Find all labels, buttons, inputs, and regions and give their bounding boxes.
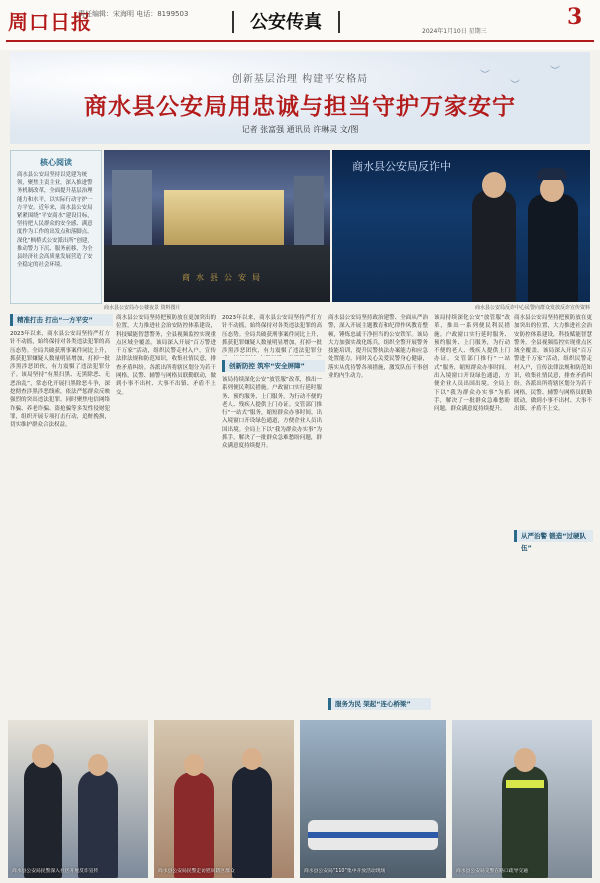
newspaper-logo: 周口日报 <box>8 10 92 34</box>
officer-figure <box>528 194 578 302</box>
bottom-photo <box>8 720 148 878</box>
tower-right <box>294 176 324 246</box>
person-figure <box>232 766 272 878</box>
masthead-info <box>78 10 188 19</box>
core-reading-title: 核心阅读 <box>40 158 72 167</box>
section-heading: 精准打击 打出“一方平安” <box>10 314 113 326</box>
bird-icon: ︶ <box>550 66 560 77</box>
building-sign: 商水县公安局 <box>182 273 266 282</box>
police-car-stripe <box>308 832 438 838</box>
reflective-vest <box>506 780 544 788</box>
bird-icon: ︶ <box>480 70 490 81</box>
section-title: 公安传真 <box>250 8 322 34</box>
article-column: 2023年以来，商水县公安局坚持严打方针不动摇，始终保持对各类违法犯罪的高压态势。全局共破获刑事案件同比上升，抓获犯罪嫌疑人数量明显增加，打掉一批涉黑涉恶团伙，有力震慑了违法犯罪分 <box>222 315 322 355</box>
bottom-photo <box>452 720 592 878</box>
tower-left <box>112 170 152 248</box>
person-head <box>242 748 262 770</box>
bottom-photo-strip <box>8 720 592 882</box>
officer-figure <box>472 190 516 302</box>
police-cap <box>537 168 567 180</box>
article-column: 该局持续深化公安“放管服”改革，推出一系列便民利民措施。户政窗口实行延时服务、预约服务、上门服务，为行动不便的老人、残疾人提供上门办证。交管部门推行“一站式”服务，缩短群众办事时间。出入境窗口开设绿色通道，方便企业人员出国出境。全局上下以“我为群众办实事”为抓手，解决了一批群众急难愁盼问题，群众满意度持续提升。 <box>434 315 510 413</box>
screen-sign: 商水县公安局反诈中 <box>352 160 451 173</box>
issue-date: 2024年1月10日 星期三 <box>422 28 487 35</box>
article-column: 该局持续深化公安“放管服”改革，推出一系列便民利民措施。户政窗口实行延时服务、预约服务、上门服务，为行动不便的老人、残疾人提供上门办证。交管部门推行“一站式”服务，缩短群众办事时间。出入境窗口开设绿色通道，方便企业人员出国出境。全局上下以“我为群众办实事”为抓手，解决了一批群众急难愁盼问题，群众满意度持续提升。 <box>222 377 322 450</box>
section-heading: 服务为民 架起“连心桥梁” <box>328 698 431 710</box>
police-building-photo <box>104 150 330 302</box>
bird-icon: ︶ <box>510 80 520 91</box>
bottom-photo <box>300 720 446 878</box>
bottom-photo-caption: 商水县公安局“110”集中开放活动现场 <box>304 869 386 874</box>
article-column: 2023年以来，商水县公安局坚持严打方针不动摇，始终保持对各类违法犯罪的高压态势。全局共破获刑事案件同比上升，抓获犯罪嫌疑人数量明显增加，打掉一批涉黑涉恶团伙，有力震慑了违法犯罪分子。该局坚持“有黑扫黑、无黑除恶、无恶治乱”，常态化开展扫黑除恶斗争，深挖彻查涉黑涉恶线索，依法严惩群众反映强烈的突出违法犯罪。同时聚焦电信网络诈骗、养老诈骗、盗抢骗等多发性侵财犯罪，组织开展专项打击行动，追赃挽损，切实维护群众合法权益。 <box>10 331 110 429</box>
article-column: 商水县公安局坚持政治建警、全面从严治警，深入开展主题教育和纪律作风教育整顿，锤炼忠诚干净担当的公安铁军。该局大力加强实战化练兵，组织全警开展警务技能培训，提升民警执法办案能力和应急处置能力。同时关心关爱民警身心健康，落实从优待警各项措施，激发队伍干事创业的内生动力。 <box>328 315 428 380</box>
person-figure <box>174 772 214 878</box>
kicker: 创新基层治理 构建平安格局 <box>231 74 369 85</box>
person-head <box>32 744 54 768</box>
article-column: 商水县公安局坚持把预防放在更加突出的位置，大力推进社会治安防控体系建设，科技赋能智慧警务，全县视频监控实现重点区域全覆盖。该局深入开展“百万警进千万家”活动，组织民警走村入户，宣传法律法规和防范知识，收集社情民意，排查矛盾纠纷。各派出所将辖区划分为若干网格，民警、辅警与网格员联勤联动，做到小事不出村、大事不出镇、矛盾不上交。 <box>116 315 216 396</box>
core-reading-text: 商水县公安局坚持以党建为统领，聚焦主责主业，深入推进警务机制改革，全面提升基层治理能力和水平，以实际行动守护一方平安。近年来，商水县公安局紧紧围绕“平安商水”建设目标，坚持把人民群众的安全感、满意度作为工作的出发点和落脚点，深化“枫桥式公安派出所”创建，推动警力下沉、服务前移，为全县经济社会高质量发展营造了安全稳定的社会环境。 <box>17 172 93 269</box>
anti-fraud-center-photo <box>332 150 590 302</box>
officer-face <box>482 172 506 198</box>
main-headline: 商水县公安局用忠诚与担当守护万家安宁 <box>84 93 516 120</box>
section-heading: 从严治警 锻造“过硬队伍” <box>514 530 593 542</box>
editor-line: 责任编辑：宋海明 电话：8199503 <box>78 10 189 18</box>
person-head <box>88 754 108 776</box>
police-building <box>164 190 284 246</box>
bottom-photo <box>154 720 294 878</box>
masthead-rule <box>6 40 594 42</box>
person-figure <box>24 760 62 878</box>
core-reading-box <box>10 150 102 304</box>
person-head <box>184 754 204 776</box>
byline: 记者 张富强 通讯员 许琳灵 文/图 <box>241 125 359 134</box>
person-figure <box>78 770 118 878</box>
bottom-photo-caption: 商水县公安局交警在路口疏导交通 <box>456 869 528 874</box>
bottom-photo-caption: 商水县公安局民警走访慰问辖区群众 <box>158 869 235 874</box>
side-photo-caption: 商水县公安局反诈中心民警向群众发放反诈宣传资料 <box>474 305 590 311</box>
article-column: 商水县公安局坚持把预防放在更加突出的位置，大力推进社会治安防控体系建设，科技赋能智慧警务，全县视频监控实现重点区域全覆盖。该局深入开展“百万警进千万家”活动，组织民警走村入户，宣传法律法规和防范知识，收集社情民意，排查矛盾纠纷。各派出所将辖区划分为若干网格，民警、辅警与网格员联勤联动，做到小事不出村、大事不出镇、矛盾不上交。 <box>514 315 592 413</box>
page-number: 3 <box>567 4 583 30</box>
section-heading: 创新防控 筑牢“安全屏障” <box>222 360 325 372</box>
main-photo-caption: 商水县公安局办公楼夜景 资料图片 <box>104 305 181 311</box>
person-head <box>514 748 536 772</box>
masthead <box>0 0 600 50</box>
bottom-photo-caption: 商水县公安局民警深入社区开展反诈宣传 <box>12 869 99 874</box>
